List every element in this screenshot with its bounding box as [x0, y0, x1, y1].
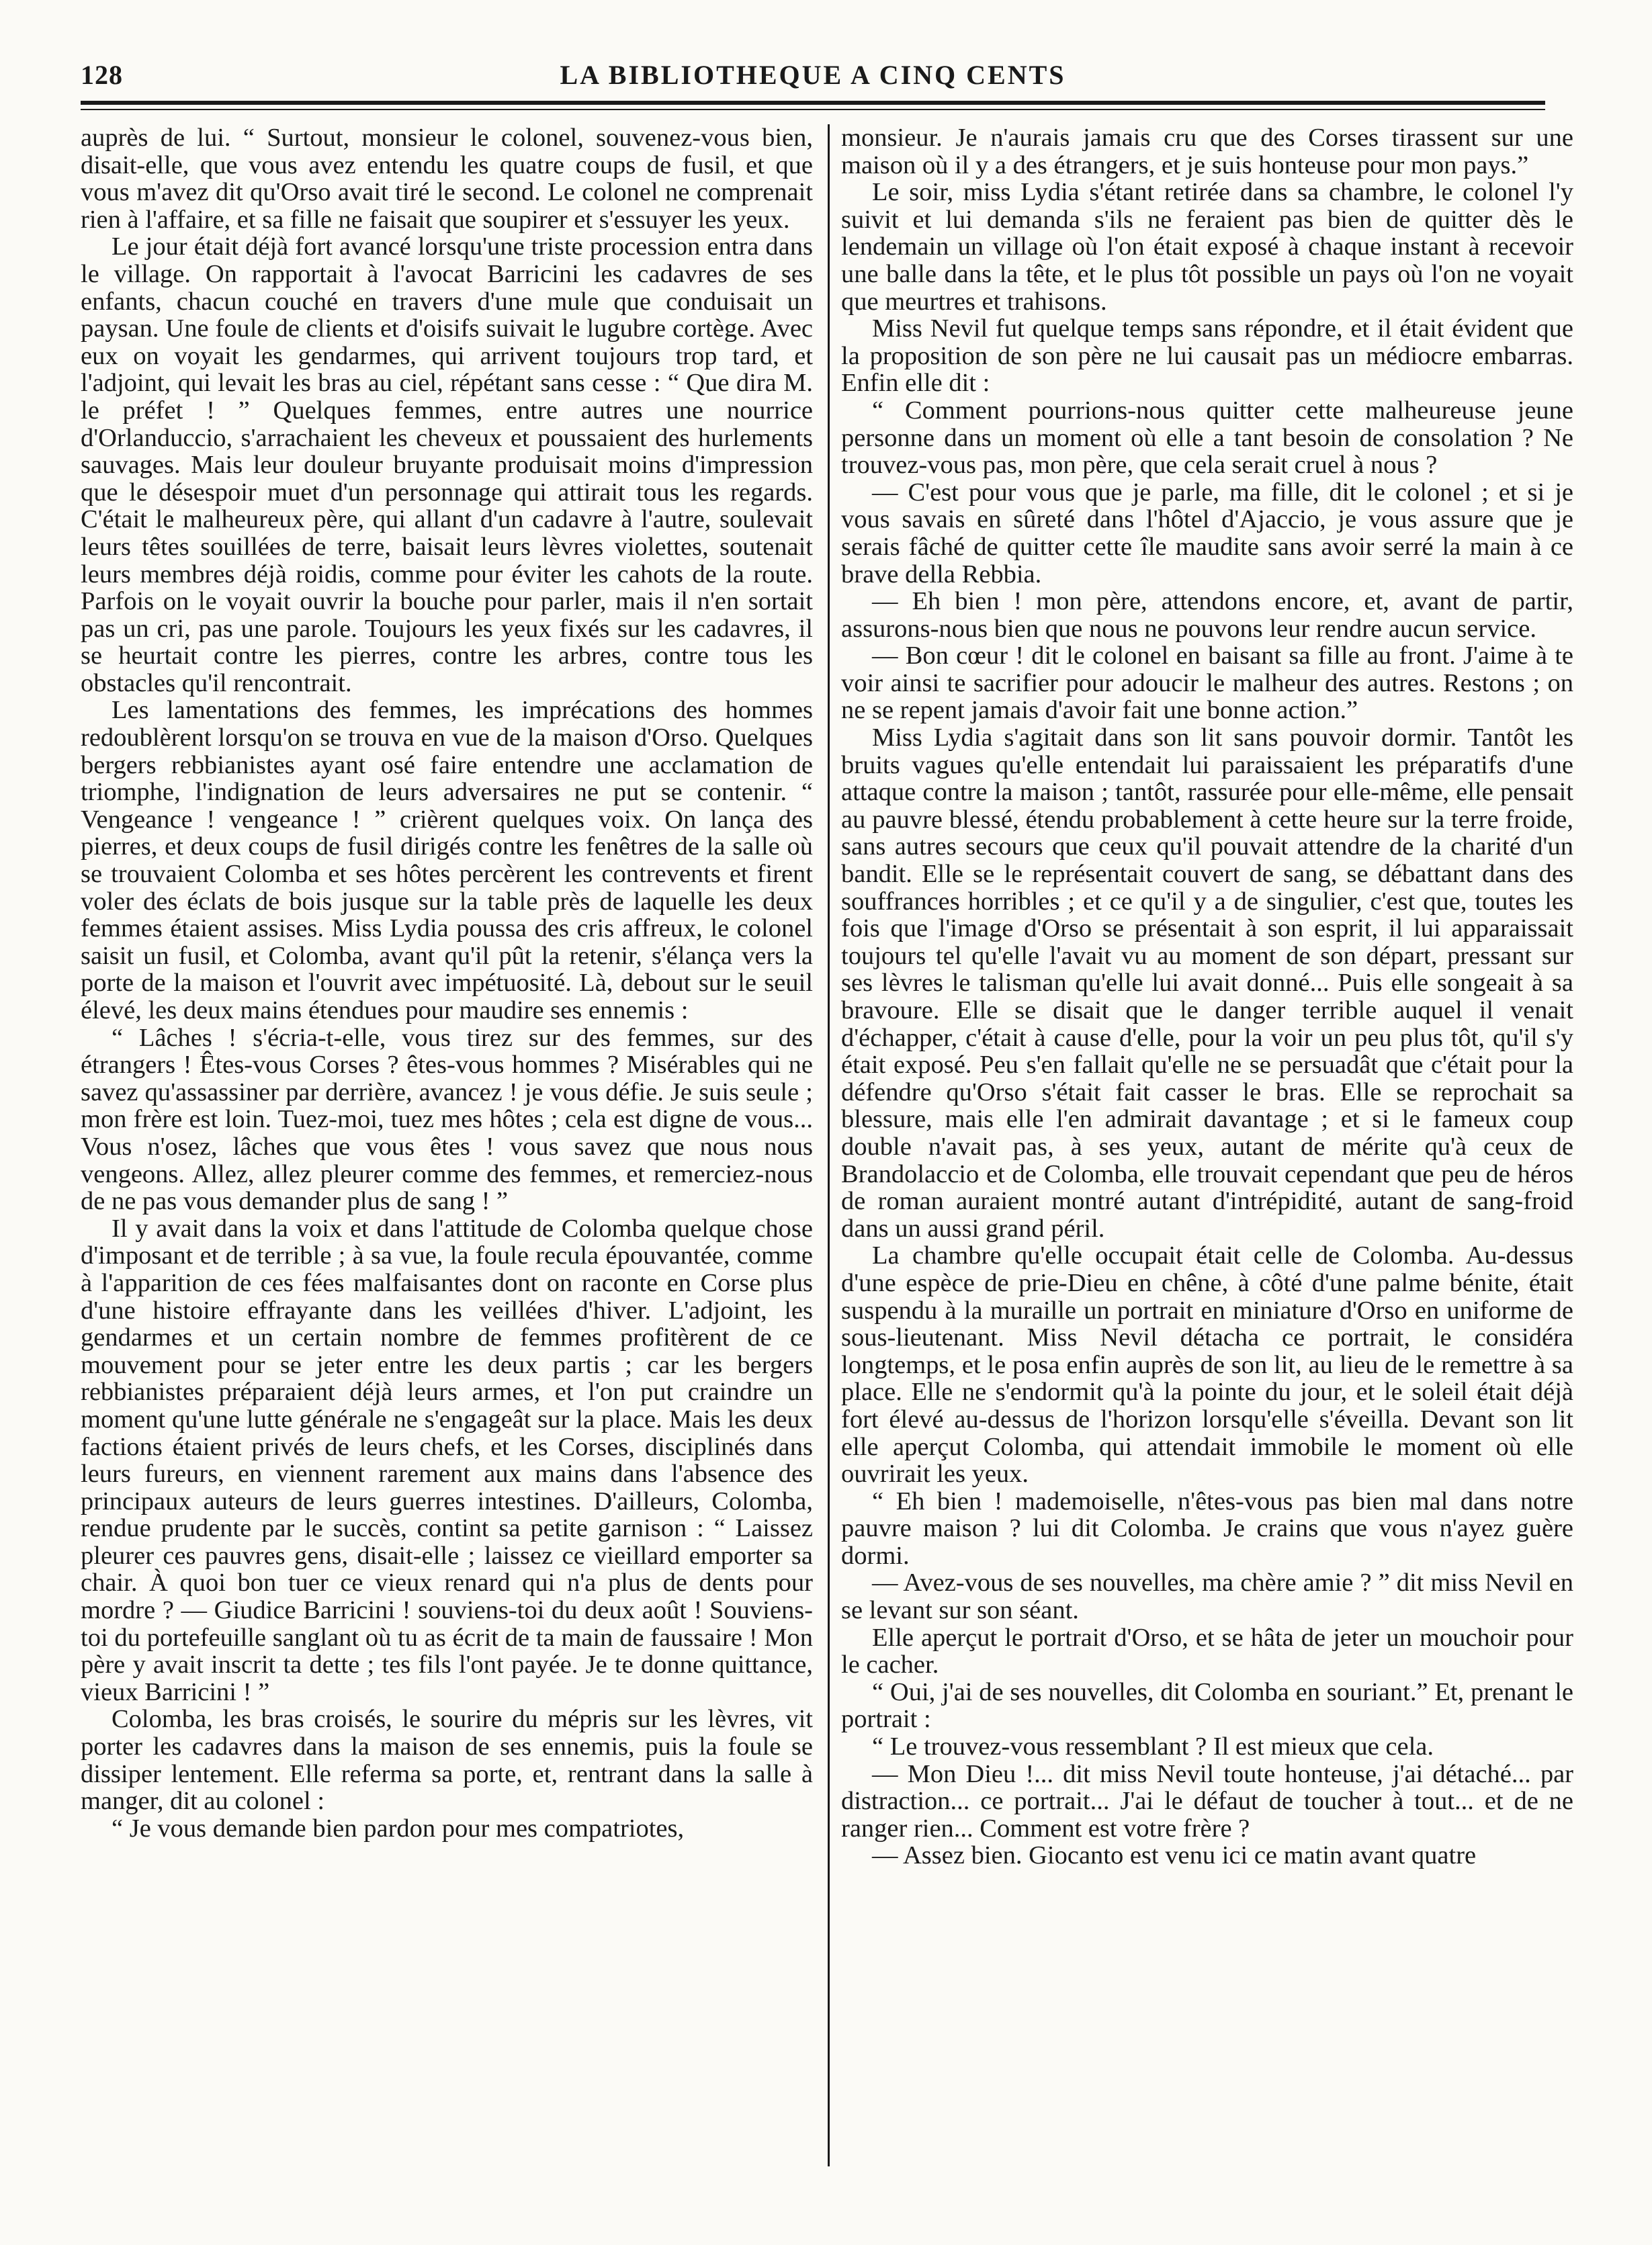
- paragraph: Le jour était déjà fort avancé lorsqu'une triste procession entra dans le village. On rapportait à l'avocat Barricini les cadavres de ses enfants, chacun couché en travers d'une mule que conduisait un paysan. Une foule de clients et d'oisifs suivait le lugubre cortège. Avec eux on voyait les gendarmes, qui arrivent toujours trop tard, et l'adjoint, qui levait les bras au ciel, répétant sans cesse : “ Que dira M. le préfet ! ” Quelques femmes, entre autres une nourrice d'Orlanduccio, s'arrachaient les cheveux et poussaient des hurlements sauvages. Mais leur douleur bruyante produisait moins d'impression que le désespoir muet d'un personnage qui attirait tous les regards. C'était le malheureux père, qui allant d'un cadavre à l'autre, soulevait leurs têtes souillées de terre, baisait leurs lèvres violettes, soutenait leurs membres déjà roidis, comme pour éviter les cahots de la route. Parfois on le voyait ouvrir la bouche pour parler, mais il n'en sortait pas un cri, pas une parole. Toujours les yeux fixés sur les cadavres, il se heurtait contre les pierres, contre les arbres, contre tous les obstacles qu'il rencontrait.: [81, 232, 813, 697]
- paragraph: Miss Nevil fut quelque temps sans répondre, et il était évident que la proposition de son père ne lui causait pas un médiocre embarras. Enfin elle dit :: [841, 314, 1573, 398]
- paragraph: “ Comment pourrions-nous quitter cette malheureuse jeune personne dans un moment où elle a tant besoin de consolation ? Ne trouvez-vous pas, mon père, que cela serait cruel à nous ?: [841, 396, 1573, 480]
- paragraph: Il y avait dans la voix et dans l'attitude de Colomba quelque chose d'imposant et de terrible ; à sa vue, la foule recula épouvantée, comme à l'apparition de ces fées malfaisantes dont on raconte en Corse plus d'une histoire effrayante dans les veillées d'hiver. L'adjoint, les gendarmes et un certain nombre de femmes profitèrent de ce mouvement pour se jeter entre les deux partis ; car les bergers rebbianistes préparaient déjà leurs armes, et l'on put craindre un moment qu'une lutte générale ne s'engageât sur la place. Mais les deux factions étaient privés de leurs chefs, et les Corses, disciplinés dans leurs fureurs, en viennent rarement aux mains dans l'absence des principaux auteurs de leurs guerres intestines. D'ailleurs, Colomba, rendue prudente par le succès, contint sa petite garnison : “ Laissez pleurer ces pauvres gens, disait-elle ; laissez ce vieillard emporter sa chair. À quoi bon tuer ce vieux renard qui n'a plus de dents pour mordre ? — Giudice Barricini ! souviens-toi du deux août ! Souviens-toi du portefeuille sanglant où tu as écrit de ta main de faussaire ! Mon père y avait inscrit ta dette ; tes fils l'ont payée. Je te donne quittance, vieux Barricini ! ”: [81, 1214, 813, 1706]
- paragraph: La chambre qu'elle occupait était celle de Colomba. Au-dessus d'une espèce de prie-Dieu en chêne, à côté d'une palme bénite, était suspendu à la muraille un portrait en miniature d'Orso en uniforme de sous-lieutenant. Miss Nevil détacha ce portrait, le considéra longtemps, et le posa enfin auprès de son lit, au lieu de le remettre à sa place. Elle ne s'endormit qu'à la pointe du jour, et le soleil était déjà fort élevé au-dessus de l'horizon lorsqu'elle s'éveilla. Devant son lit elle aperçut Colomba, qui attendait immobile le moment où elle ouvrirait les yeux.: [841, 1241, 1573, 1489]
- paragraph: “ Lâches ! s'écria-t-elle, vous tirez sur des femmes, sur des étrangers ! Êtes-vous Corses ? êtes-vous hommes ? Misérables qui ne savez qu'assassiner par derrière, avancez ! je vous défie. Je suis seule ; mon frère est loin. Tuez-moi, tuez mes hôtes ; cela est digne de vous... Vous n'osez, lâches que vous êtes ! vous savez que nous nous vengeons. Allez, allez pleurer comme des femmes, et remerciez-nous de ne pas vous demander plus de sang ! ”: [81, 1023, 813, 1216]
- paragraph: — Eh bien ! mon père, attendons encore, et, avant de partir, assurons-nous bien que nous ne pouvons leur rendre aucun service.: [841, 587, 1573, 643]
- page-header: [81, 59, 1545, 99]
- paragraph: “ Oui, j'ai de ses nouvelles, dit Colomba en souriant.” Et, prenant le portrait :: [841, 1677, 1573, 1734]
- paragraph: auprès de lui. “ Surtout, monsieur le colonel, souvenez-vous bien, disait-elle, que vous avez entendu les quatre coups de fusil, et que vous m'avez dit qu'Orso avait tiré le second. Le colonel ne comprenait rien à l'affaire, et sa fille ne faisait que soupirer et s'essuyer les yeux.: [81, 124, 813, 234]
- column-divider: [828, 124, 830, 2166]
- paragraph: — Bon cœur ! dit le colonel en baisant sa fille au front. J'aime à te voir ainsi te sacrifier pour adoucir le malheur des autres. Restons ; on ne se repent jamais d'avoir fait une bonne action.”: [841, 642, 1573, 725]
- paragraph: — Avez-vous de ses nouvelles, ma chère amie ? ” dit miss Nevil en se levant sur son séant.: [841, 1569, 1573, 1625]
- paragraph: Elle aperçut le portrait d'Orso, et se hâta de jeter un mouchoir pour le cacher.: [841, 1623, 1573, 1679]
- paragraph: — C'est pour vous que je parle, ma fille, dit le colonel ; et si je vous savais en sûreté dans l'hôtel d'Ajaccio, je vous assure que je serais fâché de quitter cette île maudite sans avoir serré la main à ce brave della Rebbia.: [841, 478, 1573, 588]
- paragraph: “ Eh bien ! mademoiselle, n'êtes-vous pas bien mal dans notre pauvre maison ? lui dit Colomba. Je crains que vous n'ayez guère dormi.: [841, 1487, 1573, 1570]
- header-rule-thin: [81, 109, 1545, 110]
- paragraph: Miss Lydia s'agitait dans son lit sans pouvoir dormir. Tantôt les bruits vagues qu'elle entendait lui paraissaient les préparatifs d'une attaque contre la maison ; tantôt, rassurée pour elle-même, elle pensait au pauvre blessé, étendu probablement à cette heure sur la terre froide, sans autres secours que ceux qu'il pouvait attendre de la charité d'un bandit. Elle se le représentait couvert de sang, se débattant dans des souffrances horribles ; et ce qu'il y a de singulier, c'est que, toutes les fois que l'image d'Orso se présentait à son esprit, il lui apparaissait toujours tel qu'elle l'avait vu au moment de son départ, pressant sur ses lèvres le talisman qu'elle lui avait donné... Puis elle songeait à sa bravoure. Elle se disait que le danger terrible auquel il venait d'échapper, c'était à cause d'elle, pour la voir un peu plus tôt, qu'il s'y était exposé. Peu s'en fallait qu'elle ne se persuadât que c'était pour la défendre qu'Orso s'était fait casser le bras. Elle se reprochait sa blessure, mais elle l'en admirait davantage ; et si le fameux coup double n'avait pas, à ses yeux, autant de mérite qu'à ceux de Brandolaccio et de Colomba, elle trouvait cependant que peu de héros de roman auraient montré autant d'intrépidité, autant de sang-froid dans un aussi grand péril.: [841, 723, 1573, 1243]
- left-column: [81, 124, 813, 2180]
- right-column: [841, 124, 1573, 2180]
- paragraph: “ Le trouvez-vous ressemblant ? Il est mieux que cela.: [872, 1732, 1434, 1761]
- paragraph: Colomba, les bras croisés, le sourire du mépris sur les lèvres, vit porter les cadavres dans la maison de ses ennemis, puis la foule se dissiper lentement. Elle referma sa porte, et, rentrant dans la salle à manger, dit au colonel :: [81, 1705, 813, 1816]
- paragraph: “ Je vous demande bien pardon pour mes compatriotes,: [112, 1814, 685, 1843]
- running-title: LA BIBLIOTHEQUE A CINQ CENTS: [560, 60, 1066, 90]
- page-number: 128: [81, 60, 123, 90]
- header-rule-thick: [81, 101, 1545, 105]
- paragraph: Les lamentations des femmes, les imprécations des hommes redoublèrent lorsqu'on se trouva en vue de la maison d'Orso. Quelques bergers rebbianistes ayant osé faire entendre une acclamation de triomphe, l'indignation de leurs adversaires ne put se contenir. “ Vengeance ! vengeance ! ” crièrent quelques voix. On lança des pierres, et deux coups de fusil dirigés contre les fenêtres de la salle où se trouvaient Colomba et ses hôtes percèrent les contrevents et firent voler des éclats de bois jusque sur la table près de laquelle les deux femmes étaient assises. Miss Lydia poussa des cris affreux, le colonel saisit un fusil, et Colomba, avant qu'il pût la retenir, s'élança vers la porte de la maison et l'ouvrit avec impétuosité. Là, debout sur le seuil élevé, les deux mains étendues pour maudire ses ennemis :: [81, 696, 813, 1024]
- paragraph: — Mon Dieu !... dit miss Nevil toute honteuse, j'ai détaché... par distraction... ce portrait... J'ai le défaut de toucher à tout... et de ne ranger rien... Comment est votre frère ?: [841, 1759, 1573, 1843]
- paragraph: Le soir, miss Lydia s'étant retirée dans sa chambre, le colonel l'y suivit et lui demanda s'ils ne feraient pas bien de quitter dès le lendemain un village où l'on était exposé à chaque instant à recevoir une balle dans la tête, et le plus tôt possible un pays où l'on ne voyait que meurtres et trahisons.: [841, 178, 1573, 316]
- paragraph: — Assez bien. Giocanto est venu ici ce matin avant quatre: [872, 1841, 1477, 1870]
- paragraph: monsieur. Je n'aurais jamais cru que des Corses tirassent sur une maison où il y a des étrangers, et je suis honteuse pour mon pays.”: [841, 124, 1573, 179]
